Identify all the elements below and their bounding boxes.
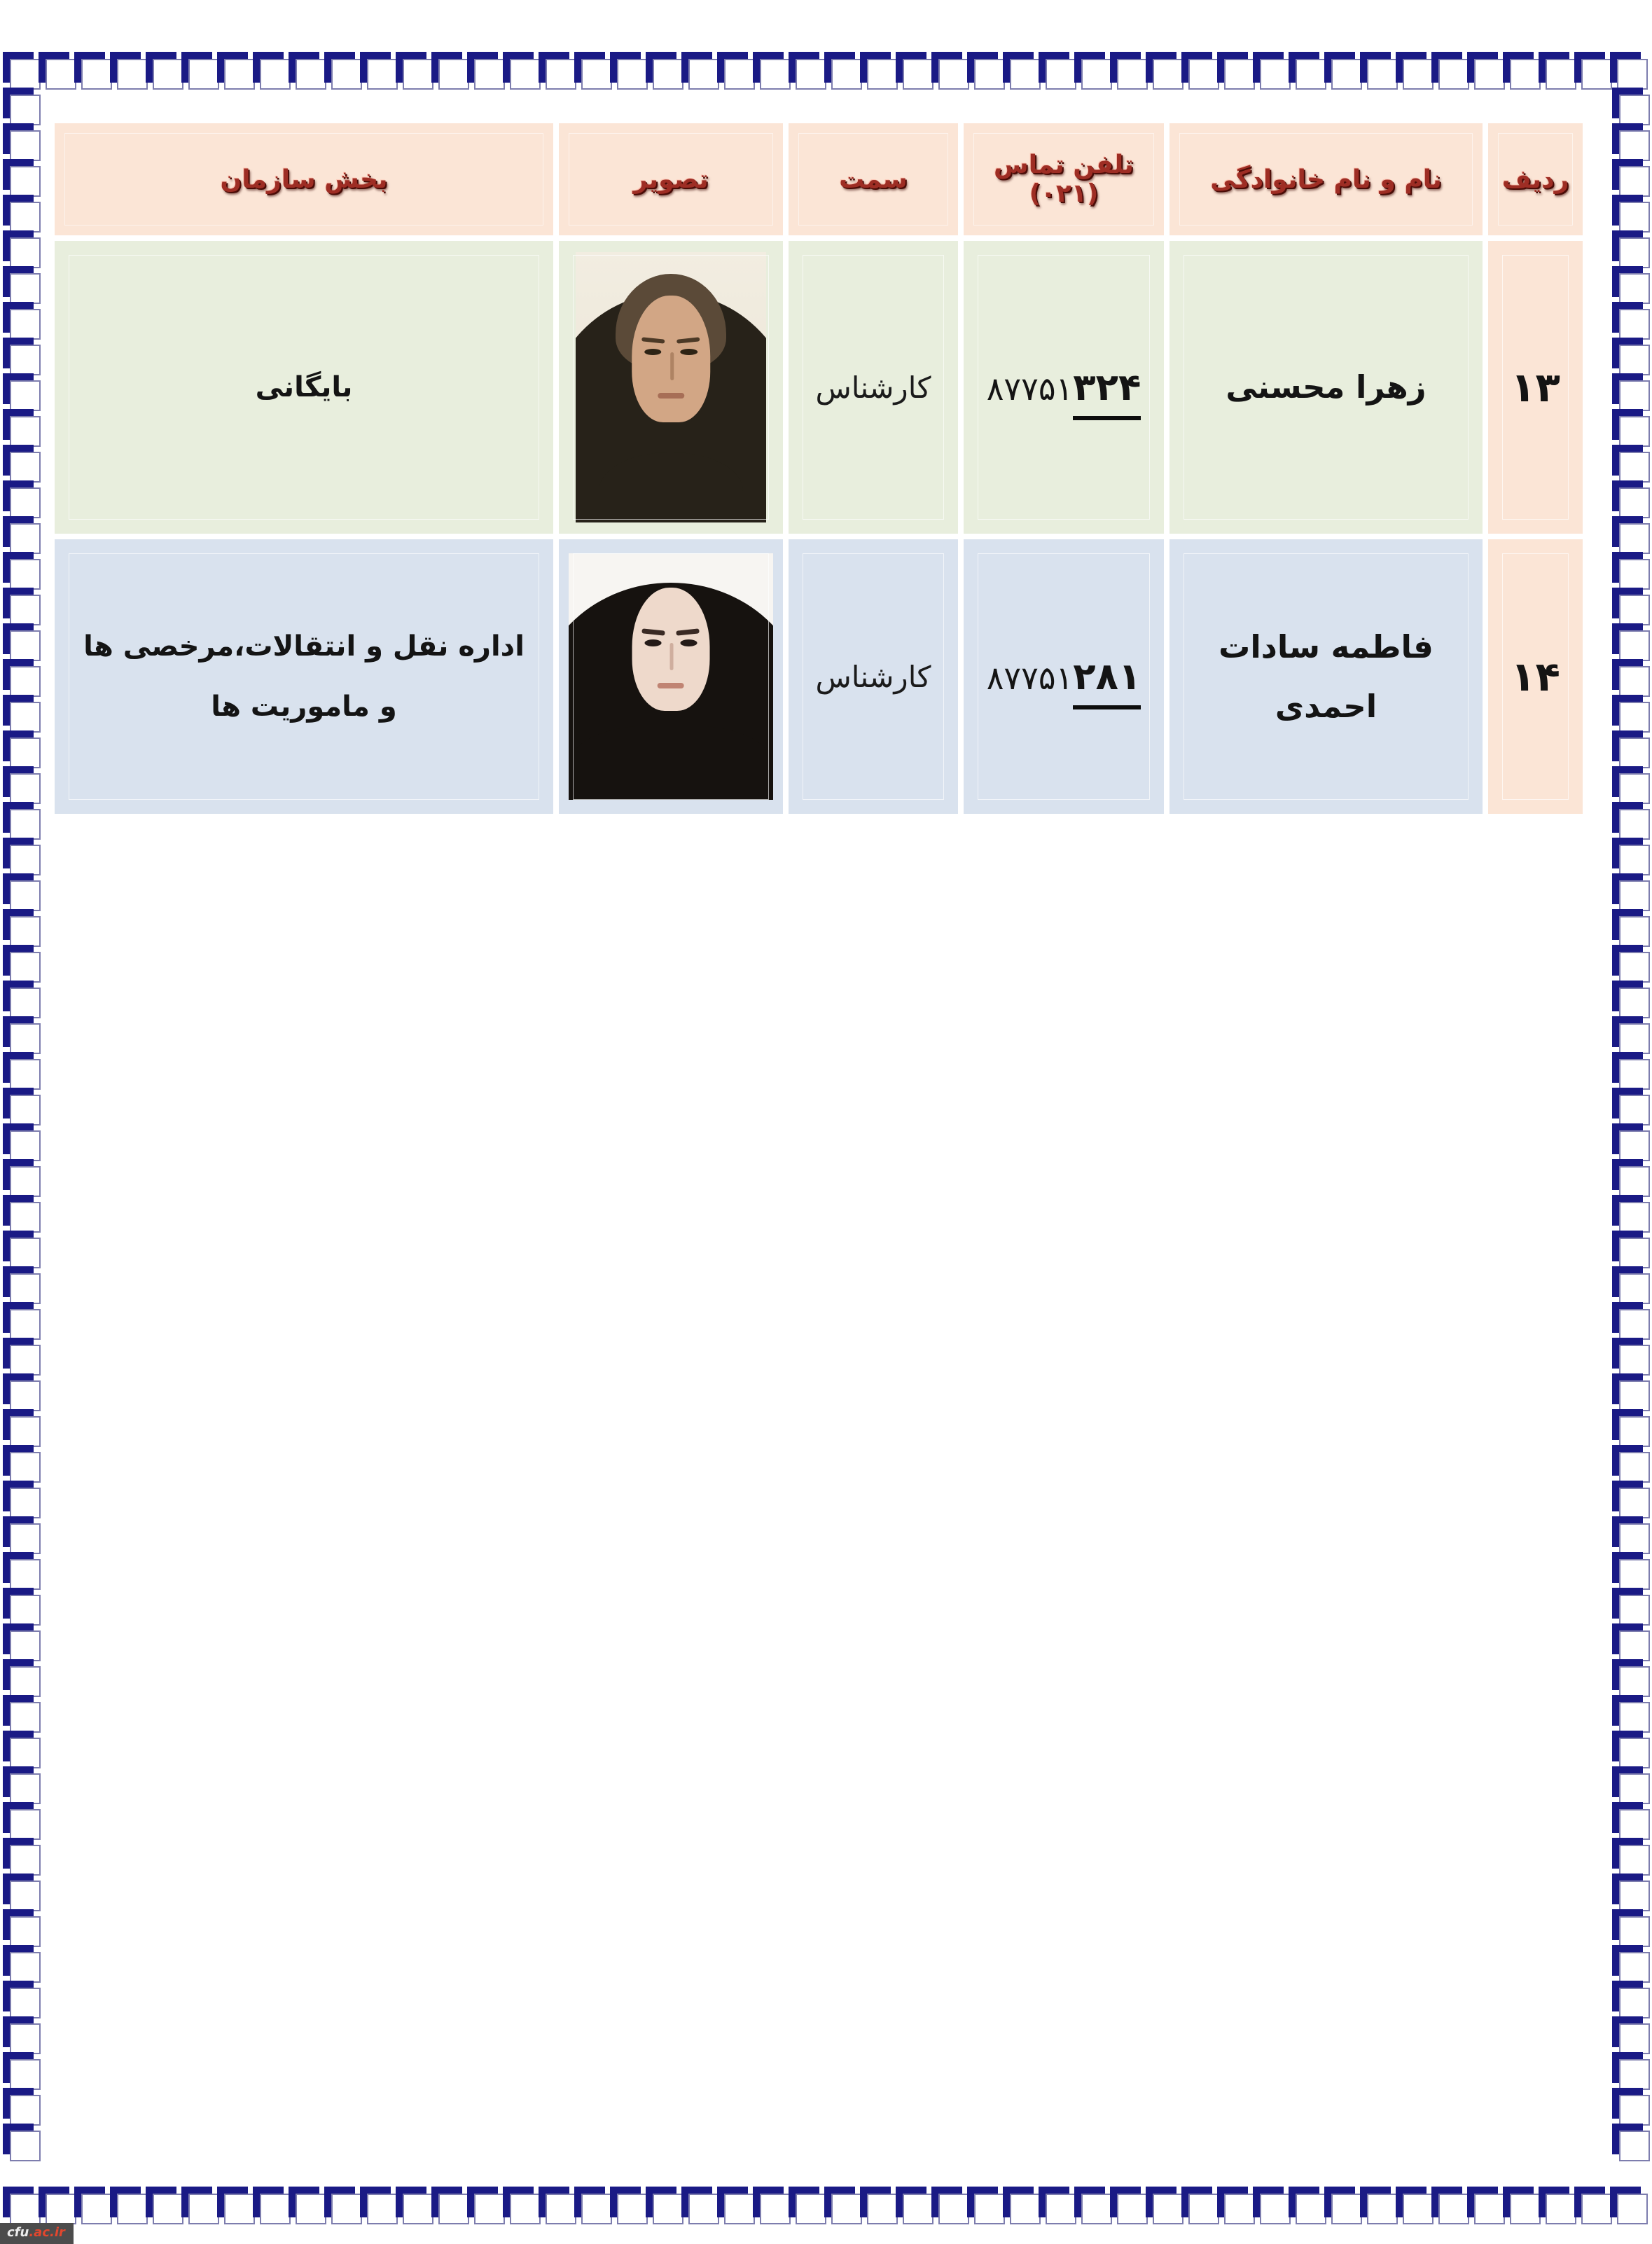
border-bracket-ornament xyxy=(717,2187,753,2222)
border-bracket-ornament xyxy=(3,838,39,873)
border-bracket-ornament xyxy=(3,1373,39,1409)
border-bracket-ornament xyxy=(1612,659,1648,695)
border-bracket-ornament xyxy=(1612,695,1648,730)
border-bracket-ornament xyxy=(324,2187,360,2222)
border-bracket-ornament xyxy=(1612,873,1648,909)
border-bracket-ornament xyxy=(3,516,39,552)
border-bracket-ornament xyxy=(1110,52,1146,88)
border-bracket-ornament xyxy=(860,52,896,88)
border-bracket-ornament xyxy=(1612,838,1648,873)
border-bracket-ornament xyxy=(3,1195,39,1231)
border-bracket-ornament xyxy=(3,1159,39,1195)
phone-extension: ۳۲۴ xyxy=(1073,366,1141,420)
border-bracket-ornament xyxy=(467,2187,503,2222)
border-bracket-ornament xyxy=(3,1516,39,1552)
border-bracket-ornament xyxy=(1612,730,1648,766)
border-bracket-ornament xyxy=(1612,1016,1648,1052)
border-bracket-ornament xyxy=(574,2187,610,2222)
border-bracket-ornament xyxy=(1612,1623,1648,1659)
border-bracket-ornament xyxy=(3,230,39,266)
border-bracket-ornament xyxy=(1612,1695,1648,1731)
border-bracket-ornament xyxy=(1612,516,1648,552)
position-cell xyxy=(789,539,958,814)
border-bracket-ornament xyxy=(3,802,39,838)
border-bracket-ornament xyxy=(610,52,646,88)
border-bracket-ornament xyxy=(1612,1838,1648,1874)
border-bracket-ornament xyxy=(1612,373,1648,409)
photo-cell xyxy=(559,241,783,534)
border-bracket-ornament xyxy=(717,52,753,88)
border-bracket-ornament xyxy=(1217,52,1253,88)
border-bracket-ornament xyxy=(1612,123,1648,159)
border-bracket-ornament xyxy=(1612,445,1648,480)
border-bracket-ornament xyxy=(1612,1231,1648,1266)
border-bracket-ornament xyxy=(3,1552,39,1588)
phone-prefix: ۸۷۷۵۱ xyxy=(986,369,1074,408)
staff-row-13 xyxy=(55,241,1583,534)
face-detail xyxy=(680,639,697,646)
border-bracket-ornament xyxy=(3,373,39,409)
border-bracket-ornament xyxy=(1289,2187,1324,2222)
border-bracket-ornament xyxy=(931,2187,967,2222)
department-cell xyxy=(55,539,553,814)
staff-portrait-photo xyxy=(576,252,766,522)
border-bracket-ornament xyxy=(1612,2052,1648,2088)
border-bracket-ornament xyxy=(1574,52,1610,88)
row-number: ۱۴ xyxy=(1511,653,1560,700)
border-bracket-ornament xyxy=(931,52,967,88)
border-bracket-ornament xyxy=(3,2052,39,2088)
border-bracket-ornament xyxy=(1324,2187,1360,2222)
border-bracket-ornament xyxy=(1253,2187,1289,2222)
border-bracket-ornament xyxy=(3,730,39,766)
face-detail xyxy=(670,352,674,380)
border-bracket-ornament xyxy=(3,1838,39,1874)
border-bracket-ornament xyxy=(1612,802,1648,838)
decorative-border-left xyxy=(3,88,39,2159)
border-bracket-ornament xyxy=(824,2187,860,2222)
face-detail xyxy=(642,628,666,635)
face-detail xyxy=(670,643,674,670)
border-bracket-ornament xyxy=(3,2016,39,2052)
border-bracket-ornament xyxy=(1396,2187,1431,2222)
border-bracket-ornament xyxy=(1612,1195,1648,1231)
border-bracket-ornament xyxy=(3,88,39,123)
border-bracket-ornament xyxy=(217,52,253,88)
border-bracket-ornament xyxy=(3,2187,39,2222)
face-shape xyxy=(632,296,710,422)
border-bracket-ornament xyxy=(1003,52,1039,88)
border-bracket-ornament xyxy=(610,2187,646,2222)
column-header-position xyxy=(789,123,958,235)
phone-extension: ۲۸۱ xyxy=(1073,656,1141,709)
department-name: اداره نقل و انتقالات،مرخصی ها و ماموریت ها xyxy=(83,630,525,723)
border-bracket-ornament xyxy=(39,52,74,88)
border-bracket-ornament xyxy=(1612,2124,1648,2159)
border-bracket-ornament xyxy=(1612,1338,1648,1373)
border-bracket-ornament xyxy=(1146,52,1181,88)
border-bracket-ornament xyxy=(1217,2187,1253,2222)
border-bracket-ornament xyxy=(1039,52,1074,88)
border-bracket-ornament xyxy=(3,1445,39,1481)
border-bracket-ornament xyxy=(39,2187,74,2222)
decorative-border-top xyxy=(3,52,1646,88)
border-bracket-ornament xyxy=(646,52,681,88)
border-bracket-ornament xyxy=(3,2088,39,2124)
border-bracket-ornament xyxy=(3,981,39,1016)
border-bracket-ornament xyxy=(289,52,324,88)
border-bracket-ornament xyxy=(1612,1409,1648,1445)
border-bracket-ornament xyxy=(1612,1874,1648,1909)
border-bracket-ornament xyxy=(1039,2187,1074,2222)
border-bracket-ornament xyxy=(1612,909,1648,945)
border-bracket-ornament xyxy=(3,1481,39,1516)
border-bracket-ornament xyxy=(753,2187,789,2222)
border-bracket-ornament xyxy=(3,1874,39,1909)
border-bracket-ornament xyxy=(396,52,431,88)
site-watermark xyxy=(0,2223,74,2244)
border-bracket-ornament xyxy=(3,266,39,302)
position-title: کارشناس xyxy=(815,370,931,405)
full-name-cell xyxy=(1169,539,1483,814)
border-bracket-ornament xyxy=(896,2187,931,2222)
border-bracket-ornament xyxy=(1612,1945,1648,1981)
border-bracket-ornament xyxy=(646,2187,681,2222)
face-detail xyxy=(680,349,697,355)
full-name-cell xyxy=(1169,241,1483,534)
border-bracket-ornament xyxy=(1612,588,1648,623)
staff-name: فاطمه سادات احمدی xyxy=(1219,628,1434,725)
phone-number xyxy=(986,366,1141,409)
border-bracket-ornament xyxy=(324,52,360,88)
border-bracket-ornament xyxy=(3,445,39,480)
border-bracket-ornament xyxy=(1360,2187,1396,2222)
staff-row-14 xyxy=(55,539,1583,814)
border-bracket-ornament xyxy=(967,2187,1003,2222)
border-bracket-ornament xyxy=(3,945,39,981)
border-bracket-ornament xyxy=(1253,52,1289,88)
border-bracket-ornament xyxy=(1612,480,1648,516)
border-bracket-ornament xyxy=(860,2187,896,2222)
border-bracket-ornament xyxy=(1612,230,1648,266)
border-bracket-ornament xyxy=(1612,1052,1648,1088)
watermark-suffix: .ac.ir xyxy=(29,2225,65,2240)
border-bracket-ornament xyxy=(74,2187,110,2222)
border-bracket-ornament xyxy=(3,195,39,230)
border-bracket-ornament xyxy=(1612,266,1648,302)
border-bracket-ornament xyxy=(360,52,396,88)
border-bracket-ornament xyxy=(3,552,39,588)
column-header-label: ردیف xyxy=(1501,165,1569,194)
border-bracket-ornament xyxy=(431,2187,467,2222)
staff-name: زهرا محسنی xyxy=(1226,368,1427,406)
border-bracket-ornament xyxy=(1612,1552,1648,1588)
border-bracket-ornament xyxy=(574,52,610,88)
border-bracket-ornament xyxy=(1612,2016,1648,2052)
border-bracket-ornament xyxy=(1431,2187,1467,2222)
border-bracket-ornament xyxy=(1110,2187,1146,2222)
border-bracket-ornament xyxy=(3,1945,39,1981)
border-bracket-ornament xyxy=(3,159,39,195)
border-bracket-ornament xyxy=(1612,981,1648,1016)
phone-prefix: ۸۷۷۵۱ xyxy=(986,658,1074,697)
position-cell xyxy=(789,241,958,534)
face-detail xyxy=(658,393,684,399)
border-bracket-ornament xyxy=(1612,1088,1648,1123)
border-bracket-ornament xyxy=(503,2187,539,2222)
border-bracket-ornament xyxy=(1612,88,1648,123)
border-bracket-ornament xyxy=(1396,52,1431,88)
border-bracket-ornament xyxy=(217,2187,253,2222)
border-bracket-ornament xyxy=(3,623,39,659)
column-header-row-number xyxy=(1488,123,1583,235)
border-bracket-ornament xyxy=(3,338,39,373)
border-bracket-ornament xyxy=(3,1338,39,1373)
department-cell xyxy=(55,241,553,534)
position-title: کارشناس xyxy=(815,659,931,694)
column-header-label: نام و نام خانوادگی xyxy=(1210,165,1442,194)
face-detail xyxy=(658,683,684,688)
border-bracket-ornament xyxy=(1467,2187,1503,2222)
border-bracket-ornament xyxy=(3,52,39,88)
border-bracket-ornament xyxy=(1612,2088,1648,2124)
border-bracket-ornament xyxy=(1612,1981,1648,2016)
border-bracket-ornament xyxy=(3,1623,39,1659)
face-detail xyxy=(644,639,661,646)
border-bracket-ornament xyxy=(181,2187,217,2222)
row-number: ۱۳ xyxy=(1511,363,1560,411)
hijab-collar-shape xyxy=(573,726,769,800)
column-header-label: تصویر xyxy=(633,165,709,194)
border-bracket-ornament xyxy=(1539,52,1574,88)
border-bracket-ornament xyxy=(3,1981,39,2016)
border-bracket-ornament xyxy=(3,1231,39,1266)
border-bracket-ornament xyxy=(3,1659,39,1695)
border-bracket-ornament xyxy=(1612,1766,1648,1802)
border-bracket-ornament xyxy=(1612,338,1648,373)
border-bracket-ornament xyxy=(1360,52,1396,88)
column-header-phone xyxy=(964,123,1164,235)
border-bracket-ornament xyxy=(1003,2187,1039,2222)
border-bracket-ornament xyxy=(1612,1802,1648,1838)
border-bracket-ornament xyxy=(1074,52,1110,88)
border-bracket-ornament xyxy=(1612,1588,1648,1623)
border-bracket-ornament xyxy=(1612,1123,1648,1159)
border-bracket-ornament xyxy=(3,409,39,445)
border-bracket-ornament xyxy=(1324,52,1360,88)
column-header-photo xyxy=(559,123,783,235)
border-bracket-ornament xyxy=(1612,1731,1648,1766)
border-bracket-ornament xyxy=(3,302,39,338)
border-bracket-ornament xyxy=(1146,2187,1181,2222)
department-name: بایگانی xyxy=(255,371,353,403)
face-detail xyxy=(642,338,666,344)
border-bracket-ornament xyxy=(3,1016,39,1052)
border-bracket-ornament xyxy=(110,2187,146,2222)
border-bracket-ornament xyxy=(3,1909,39,1945)
column-header-label: تلفن تماس (۰۲۱) xyxy=(994,151,1134,208)
border-bracket-ornament xyxy=(146,2187,181,2222)
border-bracket-ornament xyxy=(3,1588,39,1623)
border-bracket-ornament xyxy=(3,123,39,159)
column-header-label: بخش سازمان xyxy=(220,165,388,194)
border-bracket-ornament xyxy=(1612,1266,1648,1302)
border-bracket-ornament xyxy=(1612,1302,1648,1338)
border-bracket-ornament xyxy=(181,52,217,88)
row-number-cell xyxy=(1488,241,1583,534)
border-bracket-ornament xyxy=(431,52,467,88)
border-bracket-ornament xyxy=(3,480,39,516)
border-bracket-ornament xyxy=(1612,302,1648,338)
border-bracket-ornament xyxy=(1503,52,1539,88)
border-bracket-ornament xyxy=(1612,1159,1648,1195)
border-bracket-ornament xyxy=(3,1731,39,1766)
border-bracket-ornament xyxy=(824,52,860,88)
border-bracket-ornament xyxy=(1612,409,1648,445)
border-bracket-ornament xyxy=(1612,159,1648,195)
face-shape xyxy=(632,588,710,711)
border-bracket-ornament xyxy=(753,52,789,88)
border-bracket-ornament xyxy=(74,52,110,88)
border-bracket-ornament xyxy=(681,52,717,88)
border-bracket-ornament xyxy=(1612,195,1648,230)
table-header-row xyxy=(55,123,1583,235)
border-bracket-ornament xyxy=(1612,1516,1648,1552)
border-bracket-ornament xyxy=(3,1123,39,1159)
phone-cell xyxy=(964,539,1164,814)
border-bracket-ornament xyxy=(789,52,824,88)
border-bracket-ornament xyxy=(1181,2187,1217,2222)
border-bracket-ornament xyxy=(1467,52,1503,88)
border-bracket-ornament xyxy=(789,2187,824,2222)
staff-portrait-photo xyxy=(569,553,773,800)
column-header-full-name xyxy=(1169,123,1483,235)
border-bracket-ornament xyxy=(396,2187,431,2222)
border-bracket-ornament xyxy=(1612,1373,1648,1409)
watermark-prefix: cfu xyxy=(7,2225,29,2240)
border-bracket-ornament xyxy=(1289,52,1324,88)
border-bracket-ornament xyxy=(1612,1659,1648,1695)
face-detail xyxy=(676,338,700,344)
border-bracket-ornament xyxy=(967,52,1003,88)
column-header-label: سمت xyxy=(839,165,908,194)
border-bracket-ornament xyxy=(3,659,39,695)
border-bracket-ornament xyxy=(1610,52,1646,88)
border-bracket-ornament xyxy=(3,1409,39,1445)
border-bracket-ornament xyxy=(1539,2187,1574,2222)
border-bracket-ornament xyxy=(3,1802,39,1838)
border-bracket-ornament xyxy=(3,1052,39,1088)
border-bracket-ornament xyxy=(1612,766,1648,802)
border-bracket-ornament xyxy=(3,909,39,945)
face-detail xyxy=(644,349,662,355)
border-bracket-ornament xyxy=(253,2187,289,2222)
border-bracket-ornament xyxy=(681,2187,717,2222)
border-bracket-ornament xyxy=(3,1266,39,1302)
border-bracket-ornament xyxy=(1612,552,1648,588)
border-bracket-ornament xyxy=(503,52,539,88)
border-bracket-ornament xyxy=(3,766,39,802)
border-bracket-ornament xyxy=(3,588,39,623)
face-detail xyxy=(676,628,700,635)
phone-cell xyxy=(964,241,1164,534)
border-bracket-ornament xyxy=(1612,1445,1648,1481)
border-bracket-ornament xyxy=(3,1766,39,1802)
border-bracket-ornament xyxy=(146,52,181,88)
border-bracket-ornament xyxy=(1612,1909,1648,1945)
border-bracket-ornament xyxy=(360,2187,396,2222)
hijab-collar-shape xyxy=(599,452,744,522)
border-bracket-ornament xyxy=(1574,2187,1610,2222)
border-bracket-ornament xyxy=(539,2187,574,2222)
border-bracket-ornament xyxy=(1503,2187,1539,2222)
border-bracket-ornament xyxy=(1612,945,1648,981)
border-bracket-ornament xyxy=(1612,623,1648,659)
border-bracket-ornament xyxy=(896,52,931,88)
border-bracket-ornament xyxy=(3,873,39,909)
border-bracket-ornament xyxy=(110,52,146,88)
decorative-border-bottom xyxy=(3,2187,1646,2222)
border-bracket-ornament xyxy=(539,52,574,88)
border-bracket-ornament xyxy=(1431,52,1467,88)
border-bracket-ornament xyxy=(3,1302,39,1338)
border-bracket-ornament xyxy=(3,695,39,730)
border-bracket-ornament xyxy=(1610,2187,1646,2222)
photo-cell xyxy=(559,539,783,814)
border-bracket-ornament xyxy=(1181,52,1217,88)
row-number-cell xyxy=(1488,539,1583,814)
border-bracket-ornament xyxy=(1074,2187,1110,2222)
phone-number xyxy=(986,655,1141,698)
border-bracket-ornament xyxy=(253,52,289,88)
border-bracket-ornament xyxy=(3,1695,39,1731)
staff-directory-table xyxy=(49,118,1588,819)
border-bracket-ornament xyxy=(289,2187,324,2222)
column-header-department xyxy=(55,123,553,235)
border-bracket-ornament xyxy=(1612,1481,1648,1516)
border-bracket-ornament xyxy=(3,2124,39,2159)
border-bracket-ornament xyxy=(467,52,503,88)
border-bracket-ornament xyxy=(3,1088,39,1123)
decorative-border-right xyxy=(1612,88,1648,2159)
